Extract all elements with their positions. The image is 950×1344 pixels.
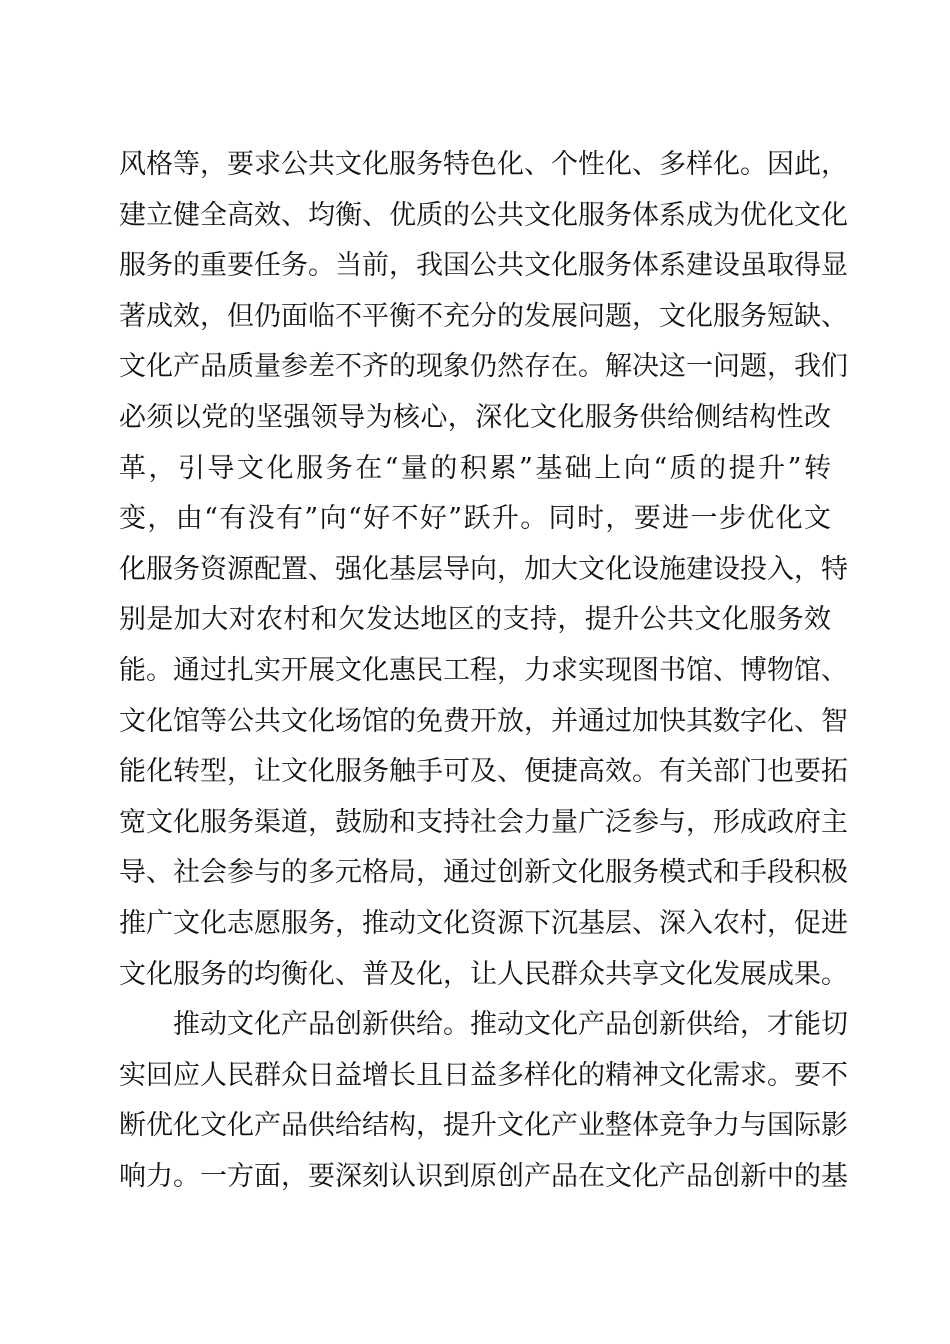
text-line: 别是加大对农村和欠发达地区的支持，提升公共文化服务效 xyxy=(119,604,831,636)
text-line: 著成效，但仍面临不平衡不充分的发展问题，文化服务短缺、 xyxy=(119,300,848,332)
text-line: 变，由“有没有”向“好不好”跃升。同时，要进一步优化文 xyxy=(119,503,831,535)
text-line: 导、社会参与的多元格局，通过创新文化服务模式和手段积极 xyxy=(119,857,848,889)
text-line: 服务的重要任务。当前，我国公共文化服务体系建设虽取得显 xyxy=(119,250,848,282)
text-line: 建立健全高效、均衡、优质的公共文化服务体系成为优化文化 xyxy=(119,199,848,231)
text-line: 革，引导文化服务在“量的积累”基础上向“质的提升”转 xyxy=(119,452,831,484)
text-line: 实回应人民群众日益增长且日益多样化的精神文化需求。要不 xyxy=(119,1059,848,1091)
text-line: 推动文化产品创新供给。推动文化产品创新供给，才能切 xyxy=(119,1009,848,1041)
text-line: 宽文化服务渠道，鼓励和支持社会力量广泛参与，形成政府主 xyxy=(119,806,848,838)
text-line: 能。通过扎实开展文化惠民工程，力求实现图书馆、博物馆、 xyxy=(119,654,848,686)
body-text xyxy=(119,140,848,1202)
text-line: 能化转型，让文化服务触手可及、便捷高效。有关部门也要拓 xyxy=(119,756,848,788)
text-line: 文化馆等公共文化场馆的免费开放，并通过加快其数字化、智 xyxy=(119,705,848,737)
text-line: 必须以党的坚强领导为核心，深化文化服务供给侧结构性改 xyxy=(119,401,831,433)
text-line: 推广文化志愿服务，推动文化资源下沉基层、深入农村，促进 xyxy=(119,907,848,939)
text-line: 化服务资源配置、强化基层导向，加大文化设施建设投入，特 xyxy=(119,553,848,585)
text-line: 响力。一方面，要深刻认识到原创产品在文化产品创新中的基 xyxy=(119,1160,848,1192)
text-line: 断优化文化产品供给结构，提升文化产业整体竞争力与国际影 xyxy=(119,1110,848,1142)
text-line: 风格等，要求公共文化服务特色化、个性化、多样化。因此， xyxy=(119,149,848,180)
text-line: 文化产品质量参差不齐的现象仍然存在。解决这一问题，我们 xyxy=(119,351,848,383)
text-line: 文化服务的均衡化、普及化，让人民群众共享文化发展成果。 xyxy=(119,958,848,990)
